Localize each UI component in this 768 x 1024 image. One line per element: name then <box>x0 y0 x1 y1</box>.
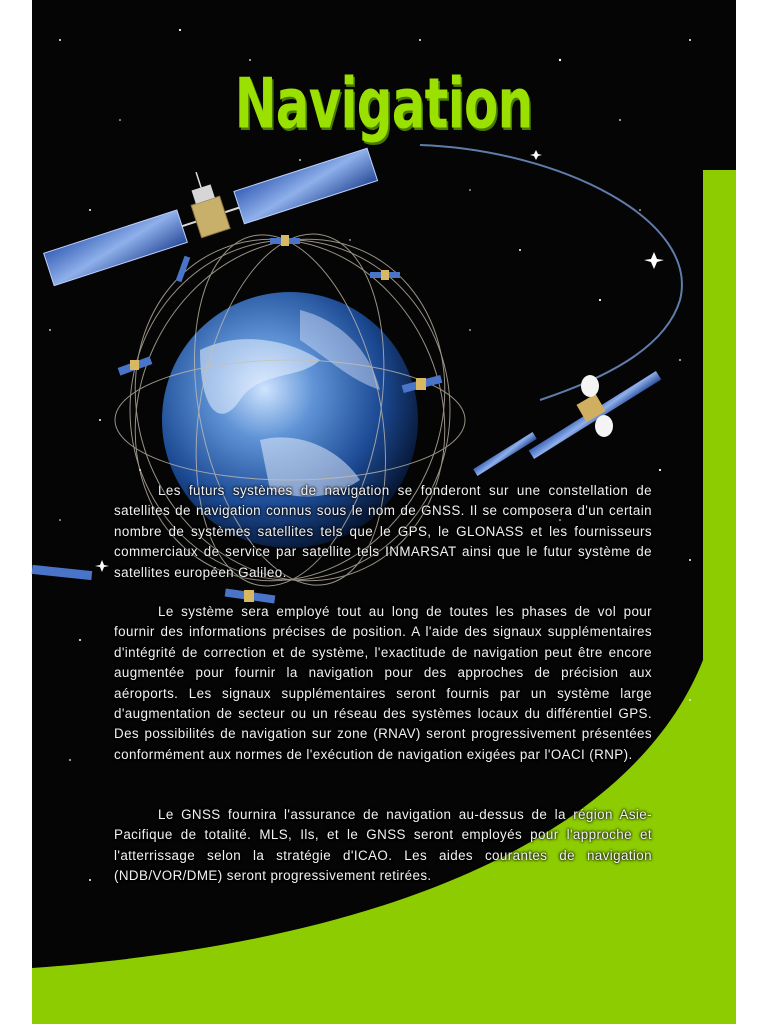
orbit-arc <box>420 145 682 400</box>
page-title: Navigation <box>234 65 533 145</box>
paragraph-text: Le système sera employé tout au long de toutes les phases de vol pour fournir des informations précises de position. A l'aide des signaux supplémentaires d'intégrité de correction et de système, l'exactitude de navigation peut être encore augmentée pour fournir la navigation pour des approches de précision aux aéroports. Les signaux supplémentaires seront fournis par un système large d'augmentation de secteur ou un réseau des systèmes locaux du différentiel GPS. Des possibilités de navigation sur zone (RNAV) seront progressivement présentées conformément aux normes de l'exécution de navigation exigées par l'OACI (RNP). <box>114 604 652 762</box>
paragraph-asia-pacific <box>114 805 652 887</box>
dish-satellite-icon <box>473 371 661 476</box>
small-satellite-icon <box>118 356 153 375</box>
paragraph-text: Le GNSS fournira l'assurance de navigation au-dessus de la région Asie-Pacifique de totalité. MLS, Ils, et le GNSS seront employés pour l'approche et l'atterrissage selon la stratégie d'ICAO. Les aides courantes de navigation (NDB/VOR/DME) seront progressivement retirées. <box>114 807 652 884</box>
green-footer-band <box>32 972 736 1024</box>
paragraph-gnss-intro <box>114 481 652 583</box>
paragraph-text: Les futurs systèmes de navigation se fonderont sur une constellation de satellites de navigation connus sous le nom de GNSS. Il se composera d'un certain nombre de systèmes satellites tels que le GPS, le GLONASS et les fournisseurs commerciaux de service par satellite tels INMARSAT ainsi que le futur système de satellites européen Galileo. <box>114 483 652 580</box>
paragraph-system-phases <box>114 602 652 765</box>
small-satellite-icon <box>32 565 93 580</box>
